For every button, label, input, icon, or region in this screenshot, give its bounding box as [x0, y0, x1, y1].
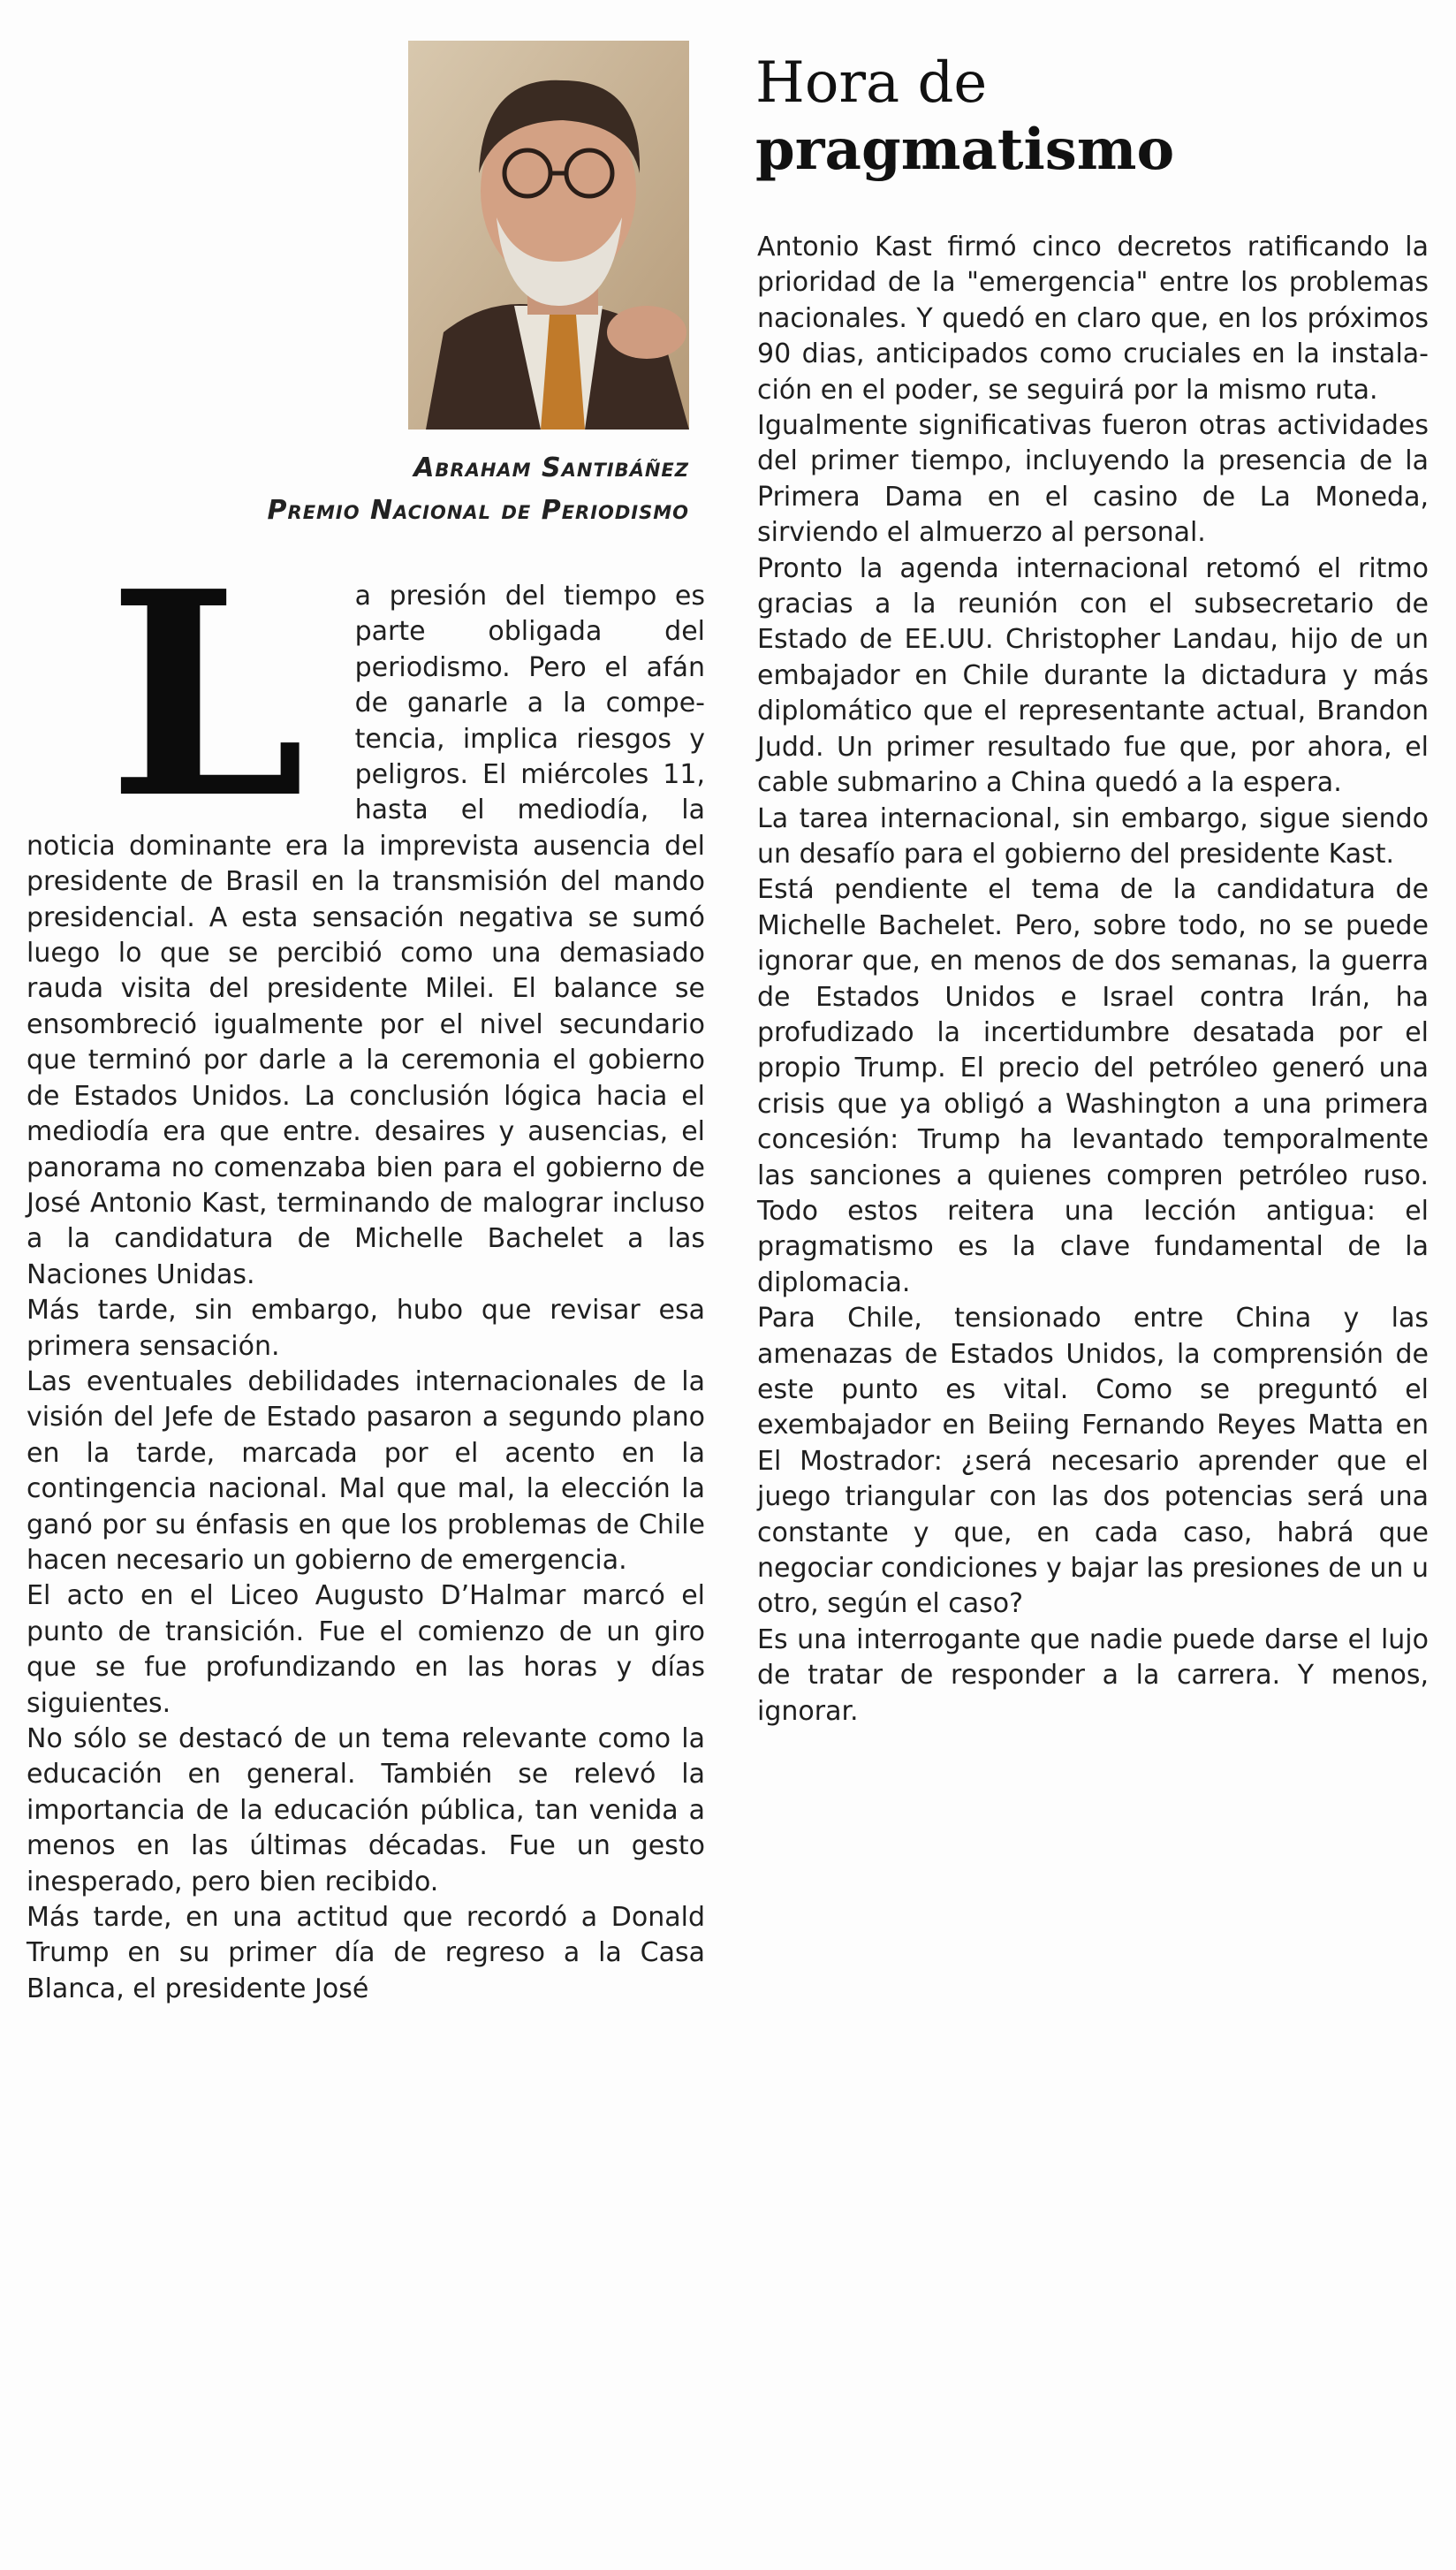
paragraph: Está pendiente el tema de la candidatura de Michelle Bachelet. Pero, sobre todo, no se puede ignorar que, en menos de dos semanas, la guerra de Estados Unidos e Israel contra Irán, ha profudizado la incertidumbre desatada por el propio Trump. El precio del petróleo generó una crisis que ya obligó a Washington a una primera concesión: Trump ha levantado temporalmente las sanciones a quienes compren petróleo ruso. Todo estos reitera una lección antigua: el pragmatismo es la clave fundamental de la diplomacia.	[757, 874, 1429, 1298]
paragraph: a presión del tiempo es parte obligada del periodismo. Pero el afán de ganarle a la competencia, implica riesgos y peligros. El miércoles 11, hasta el mediodía, la noticia dominante era la imprevista ausencia del presidente de Brasil en la transmisión del mando presidencial. A esta sensación negativa se sumó luego lo que se percibió como una demasiado rauda visita del presidente Milei. El balance se ensombreció igualmente por el nivel secundario que terminó por darle a la ceremonia el gobierno de Estados Unidos. La conclusión lógica hacia el mediodía era que entre. desaires y ausencias, el panorama no comenzaba bien para el gobierno de José Antonio Kast, terminando de malograr incluso a la candidatura de Michelle Bachelet a las Naciones Unidas.	[27, 581, 705, 1290]
right-column	[757, 230, 1429, 1730]
author-title: Premio Nacional de Periodismo	[267, 495, 689, 526]
paragraph: La tarea internacional, sin embargo, sigue siendo un desafío para el gobierno del presidente Kast.	[757, 802, 1429, 870]
author-portrait-image	[408, 41, 689, 430]
paragraph: Es una interrogante que nadie puede darse el lujo de tratar de responder a la carrera. Y menos, ignorar.	[757, 1623, 1429, 1727]
paragraph: Las eventuales debilidades internacionales de la visión del Jefe de Estado pasaron a segundo plano en la tarde, marcada por el acento en la contingencia nacional. Mal que mal, la elección la ganó por su énfasis en que los problemas de Chile hacen necesario un gobierno de emergencia.	[27, 1365, 705, 1576]
title-line-2: pragmatismo	[755, 117, 1175, 183]
paragraph: Más tarde, sin embargo, hubo que revisar esa primera sensación.	[27, 1295, 705, 1362]
title-line-1: Hora de	[755, 50, 988, 116]
left-column	[27, 529, 705, 2007]
paragraph: Pronto la agenda internacional retomó el ritmo gracias a la reunión con el subsecretario de Estado de EE.UU. Christopher Landau, hijo de un embajador en Chile durante la dictadura y más diplomático que el representante actual, Brandon Judd. Un primer resultado fue que, por ahora, el cable submarino a China quedó a la espera.	[757, 552, 1429, 799]
paragraph: Antonio Kast firmó cinco decretos ratificando la prioridad de la "emergencia" entre los problemas nacionales. Y quedó en claro que, en los próximos 90 dias, anticipados como cruciales en la instalación en el poder, se seguirá por la mismo ruta.	[757, 232, 1429, 406]
paragraph: Más tarde, en una actitud que recordó a Donald Trump en su primer día de regreso a la Casa Blanca, el presidente José	[27, 1902, 705, 2004]
paragraph: El acto en el Liceo Augusto D’Halmar marcó el punto de transición. Fue el comienzo de un giro que se fue profundizando en las horas y días siguientes.	[27, 1580, 705, 1719]
paragraph: Para Chile, tensionado entre China y las amenazas de Estados Unidos, la comprensión de este punto es vital. Como se preguntó el exembajador en Beiing Fernando Reyes Matta en El Mostrador: ¿será necesario aprender que el juego triangular con las dos potencias será una constante y que, en cada caso, habrá que negociar condiciones y bajar las presiones de un u otro, según el caso?	[757, 1303, 1429, 1620]
paragraph: No sólo se destacó de un tema relevante como la educación en general. También se relevó la importancia de la educación pública, tan venida a menos en las últimas décadas. Fue un gesto inesperado, pero bien recibido.	[27, 1723, 705, 1897]
paragraph: Igualmente significativas fueron otras actividades del primer tiempo, incluyendo la presencia de la Primera Dama en el casino de La Moneda, sirviendo el almuerzo al personal.	[757, 410, 1429, 549]
author-name: Abraham Santibáñez	[413, 452, 689, 483]
author-photo	[408, 41, 689, 430]
drop-cap: L	[108, 529, 306, 860]
article-title	[755, 49, 1174, 184]
